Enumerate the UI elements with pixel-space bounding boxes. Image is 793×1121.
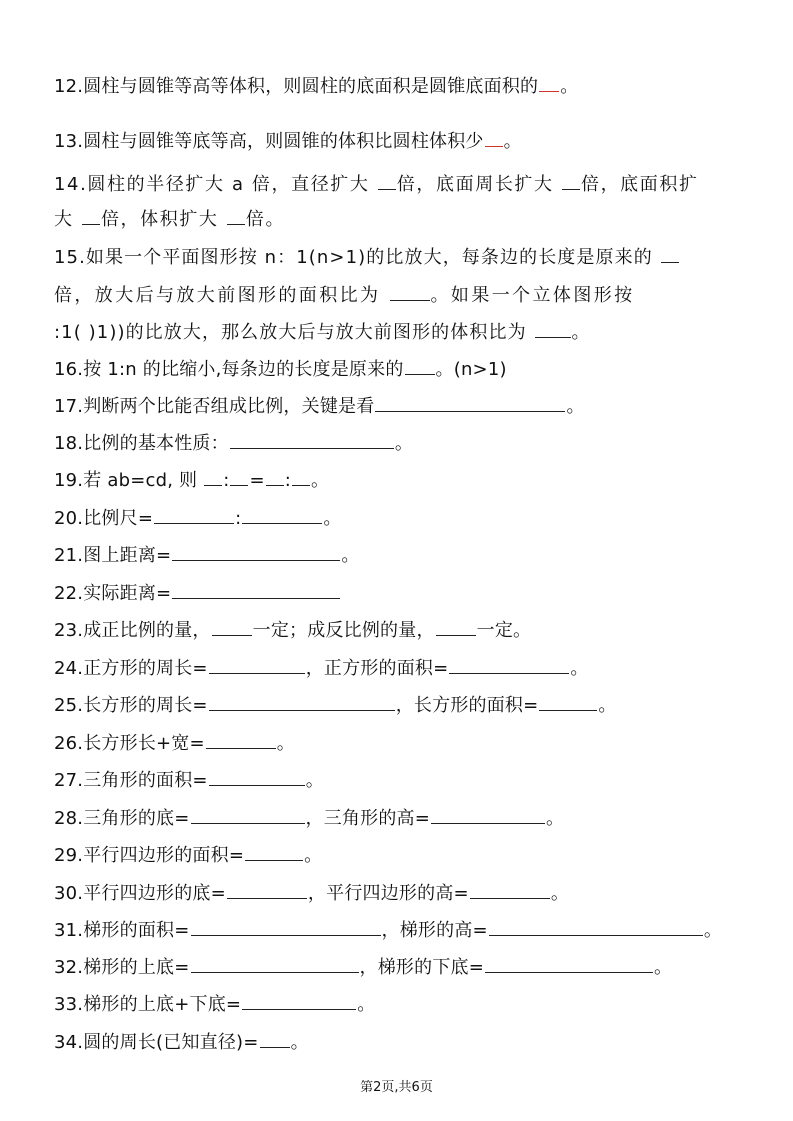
answer-blank[interactable] [436, 617, 476, 636]
answer-blank[interactable] [405, 356, 435, 375]
answer-blank[interactable] [260, 1029, 290, 1048]
question-16: 16.按 1:n 的比缩小,每条边的长度是原来的 。(n>1) [54, 356, 507, 382]
question-17: 17.判断两个比能否组成比例，关键是看 。 [54, 393, 585, 419]
question-18: 18.比例的基本性质： 。 [54, 430, 413, 456]
answer-blank[interactable] [390, 282, 430, 301]
answer-blank[interactable] [209, 655, 305, 674]
answer-blank[interactable] [154, 505, 234, 524]
answer-blank[interactable] [191, 954, 359, 973]
answer-blank[interactable] [172, 542, 340, 561]
answer-blank[interactable] [242, 991, 356, 1010]
question-28: 28.三角形的底= ，三角形的高= 。 [54, 805, 564, 831]
answer-blank[interactable] [485, 128, 503, 147]
answer-blank[interactable] [378, 171, 396, 190]
question-23: 23.成正比例的量， 一定；成反比例的量， 一定。 [54, 617, 531, 643]
answer-blank[interactable] [489, 917, 703, 936]
question-29: 29.平行四边形的面积= 。 [54, 842, 322, 868]
answer-blank[interactable] [242, 505, 322, 524]
answer-blank[interactable] [204, 467, 222, 486]
question-33: 33.梯形的上底+下底= 。 [54, 991, 375, 1017]
question-27: 27.三角形的面积= 。 [54, 767, 324, 793]
answer-blank[interactable] [82, 206, 100, 225]
answer-blank[interactable] [209, 692, 395, 711]
answer-blank[interactable] [212, 617, 252, 636]
answer-blank[interactable] [191, 805, 305, 824]
answer-blank[interactable] [209, 767, 305, 786]
answer-blank[interactable] [227, 880, 307, 899]
question-31: 31.梯形的面积= ，梯形的高= 。 [54, 917, 722, 943]
answer-blank[interactable] [449, 655, 569, 674]
question-24: 24.正方形的周长= ，正方形的面积= 。 [54, 655, 589, 681]
question-25: 25.长方形的周长= ，长方形的面积= 。 [54, 692, 617, 718]
question-15-line2: 倍，放大后与放大前图形的面积比为 。如果一个立体图形按 [54, 282, 635, 308]
question-20: 20.比例尺= : 。 [54, 505, 342, 531]
question-26: 26.长方形长+宽= 。 [54, 730, 295, 756]
question-19: 19.若 ab=cd, 则 : = : 。 [54, 467, 329, 493]
answer-blank[interactable] [470, 880, 550, 899]
question-12-text: 12.圆柱与圆锥等高等体积，则圆柱的底面积是圆锥底面积的 [54, 76, 539, 97]
answer-blank[interactable] [292, 467, 310, 486]
answer-blank[interactable] [191, 917, 381, 936]
answer-blank[interactable] [431, 805, 545, 824]
question-13: 13.圆柱与圆锥等底等高，则圆锥的体积比圆柱体积少 。 [54, 128, 522, 154]
question-21: 21.图上距离= 。 [54, 542, 360, 568]
answer-blank[interactable] [535, 319, 571, 338]
question-14-line2: 大 倍，体积扩大 倍。 [54, 206, 285, 232]
answer-blank[interactable] [227, 206, 245, 225]
question-12: 12.圆柱与圆锥等高等体积，则圆柱的底面积是圆锥底面积的 。 [54, 73, 578, 99]
question-30: 30.平行四边形的底= ，平行四边形的高= 。 [54, 880, 569, 906]
page-number: 第2页,共6页 [360, 1080, 433, 1095]
question-13-text: 13.圆柱与圆锥等底等高，则圆锥的体积比圆柱体积少 [54, 131, 484, 152]
answer-blank[interactable] [266, 467, 284, 486]
answer-blank[interactable] [206, 730, 276, 749]
answer-blank[interactable] [485, 954, 653, 973]
question-15-line3: :1( )1))的比放大，那么放大后与放大前图形的体积比为 。 [54, 319, 591, 345]
answer-blank[interactable] [172, 580, 340, 599]
answer-blank[interactable] [375, 393, 565, 412]
answer-blank[interactable] [230, 430, 394, 449]
question-14: 14.圆柱的半径扩大 a 倍，直径扩大 倍，底面周长扩大 倍，底面积扩 [54, 171, 699, 197]
answer-blank[interactable] [230, 467, 248, 486]
answer-blank[interactable] [245, 842, 303, 861]
answer-blank[interactable] [562, 171, 580, 190]
question-15: 15.如果一个平面图形按 n：1(n>1)的比放大，每条边的长度是原来的 [54, 244, 680, 270]
answer-blank[interactable] [539, 692, 597, 711]
question-34: 34.圆的周长(已知直径)= 。 [54, 1029, 309, 1055]
answer-blank[interactable] [539, 73, 559, 92]
answer-blank[interactable] [661, 244, 679, 263]
question-32: 32.梯形的上底= ，梯形的下底= 。 [54, 954, 672, 980]
question-22: 22.实际距离= [54, 580, 341, 606]
